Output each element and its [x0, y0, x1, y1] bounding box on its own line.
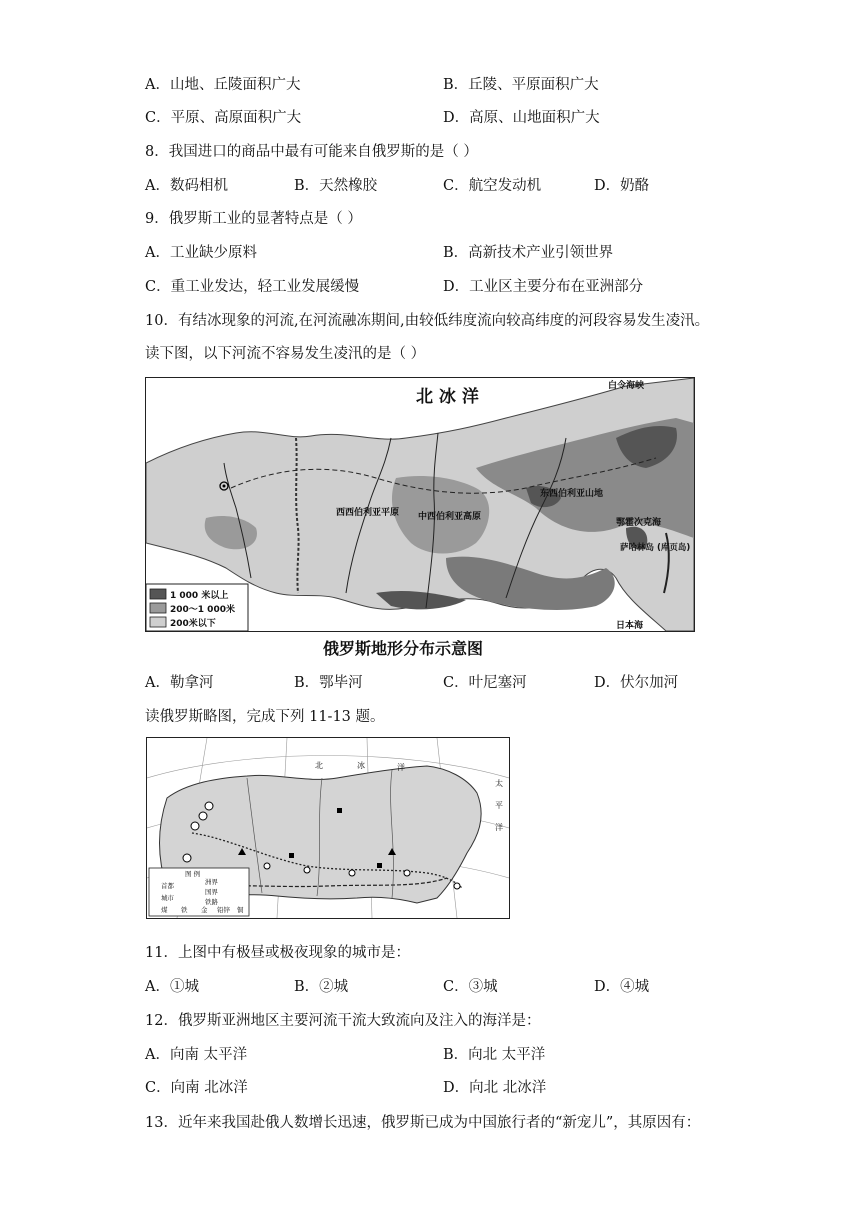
map2-legend-title: 图 例: [185, 870, 201, 878]
q10-option-c: C．叶尼塞河: [443, 675, 527, 691]
q8-option-a: A．数码相机: [145, 178, 228, 194]
q12-option-b: B．向北 太平洋: [443, 1047, 546, 1063]
q13-stem: 13．近年来我国赴俄人数增长迅速，俄罗斯已成为中国旅行者的“新宠儿”，其原因有：: [145, 1115, 701, 1131]
russia-terrain-map: [145, 377, 695, 632]
q8-option-c: C．航空发动机: [443, 178, 542, 194]
map1-central-plateau-label: 中西伯利亚高原: [418, 512, 482, 522]
q11-option-c: C．③城: [443, 979, 498, 995]
map2-legend-continent: 洲界: [205, 878, 218, 886]
map1-legend-high: 1 000 米以上: [170, 591, 229, 601]
q12-option-d: D．向北 北冰洋: [443, 1080, 547, 1096]
map2-legend-gold: 金: [201, 906, 208, 914]
map2-label-ice: 冰: [357, 761, 365, 770]
q11-stem: 11．上图中有极昼或极夜现象的城市是：: [145, 945, 410, 961]
q10-option-b: B．鄂毕河: [294, 675, 363, 691]
map1-sakhalin-label: 萨哈林岛 (库页岛): [620, 543, 691, 553]
map2-label-tai: 太: [495, 779, 503, 788]
q10-option-a: A．勒拿河: [145, 675, 214, 691]
map1-caption: 俄罗斯地形分布示意图: [323, 639, 484, 658]
map2-label-yang: 洋: [495, 823, 503, 832]
q12-stem: 12．俄罗斯亚洲地区主要河流干流大致流向及注入的海洋是：: [145, 1013, 541, 1029]
map1-west-plain-label: 西西伯利亚平原: [336, 508, 400, 518]
map2-intro: 读俄罗斯略图，完成下列 11-13 题。: [145, 709, 385, 725]
q10-option-d: D．伏尔加河: [594, 675, 679, 691]
map1-legend-mid: 200～1 000米: [170, 605, 235, 615]
map2-legend-iron: 铁: [181, 906, 188, 914]
q7-option-d: D．高原、山地面积广大: [443, 110, 600, 126]
q11-option-b: B．②城: [294, 979, 349, 995]
q9-stem: 9．俄罗斯工业的显著特点是（ ）: [145, 211, 362, 227]
map2-legend-coal: 煤: [161, 906, 168, 914]
q8-option-b: B．天然橡胶: [294, 178, 378, 194]
map2-label-ping: 平: [495, 801, 503, 810]
q11-option-d: D．④城: [594, 979, 650, 995]
map1-bering-label: 白令海峡: [608, 381, 645, 391]
q12-option-a: A．向南 太平洋: [145, 1047, 248, 1063]
map2-legend-capital: 首都: [161, 882, 174, 890]
russia-sketch-map: [146, 737, 510, 919]
map1-japansea-label: 日本海: [616, 621, 644, 631]
q8-stem: 8．我国进口的商品中最有可能来自俄罗斯的是（ ）: [145, 144, 478, 160]
q10-stem-line1: 10．有结冰现象的河流,在河流融冻期间,由较低纬度流向较高纬度的河段容易发生凌汛。: [145, 313, 710, 329]
q9-option-a: A．工业缺少原料: [145, 245, 257, 261]
map2-legend-copper: 铜: [237, 906, 244, 914]
q11-option-a: A．①城: [145, 979, 199, 995]
q7-option-a: A．山地、丘陵面积广大: [145, 77, 301, 93]
map2-label-north: 北: [315, 761, 323, 770]
map1-east-mountains-label: 东西伯利亚山地: [540, 489, 604, 499]
q7-option-b: B．丘陵、平原面积广大: [443, 77, 599, 93]
q7-option-c: C．平原、高原面积广大: [145, 110, 302, 126]
map2-legend-border: 国界: [205, 888, 218, 896]
map1-okhotsk-label: 鄂霍次克海: [616, 518, 662, 528]
q12-option-c: C．向南 北冰洋: [145, 1080, 248, 1096]
q10-stem-line2: 读下图，以下河流不容易发生凌汛的是（ ）: [145, 346, 426, 362]
q8-option-d: D．奶酪: [594, 178, 650, 194]
map2-legend-leadzinc: 铅锌: [217, 906, 230, 914]
map2-legend-city: 城市: [161, 894, 174, 902]
map2-label-ocean: 洋: [397, 763, 405, 772]
map2-legend-railway: 铁路: [205, 898, 218, 906]
q9-option-d: D．工业区主要分布在亚洲部分: [443, 279, 644, 295]
map1-legend-low: 200米以下: [170, 619, 216, 629]
map1-ocean-label: 北 冰 洋: [416, 387, 479, 407]
q9-option-c: C．重工业发达，轻工业发展缓慢: [145, 279, 360, 295]
q9-option-b: B．高新技术产业引领世界: [443, 245, 614, 261]
